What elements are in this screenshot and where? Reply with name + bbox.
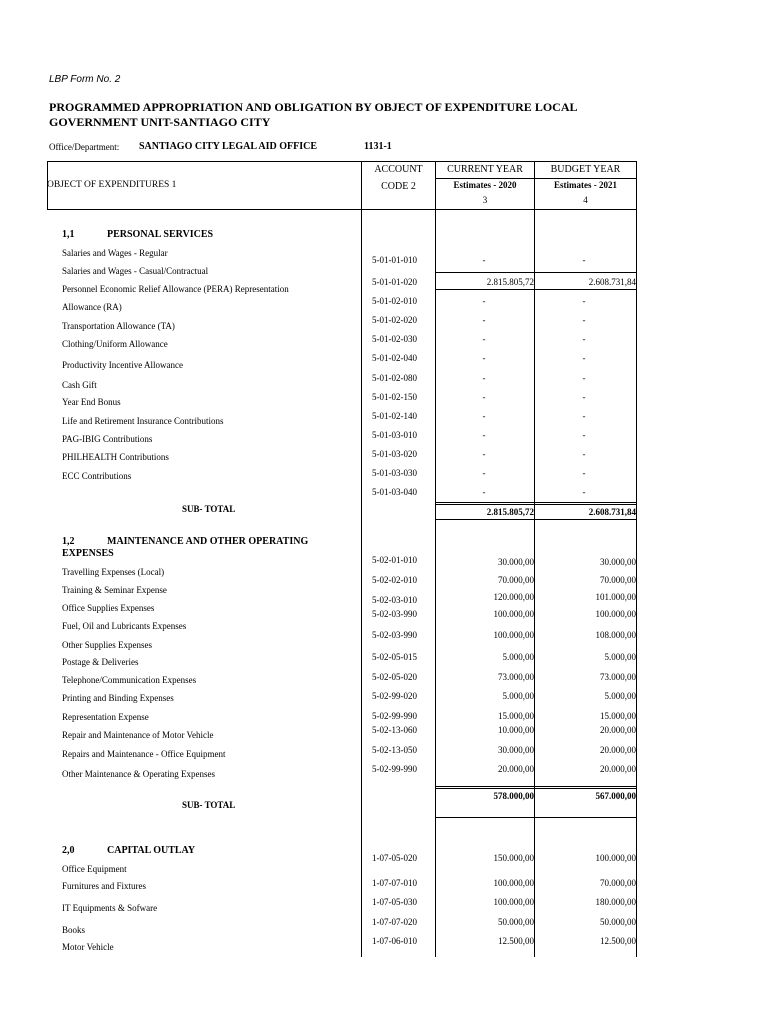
current-year-amount: - [482,468,486,478]
budget-year-amount: - [582,411,586,421]
header-object-of-expenditures: OBJECT OF EXPENDITURES 1 [47,180,177,190]
current-year-amount: 12.500,00 [498,936,534,946]
account-code: 5-02-99-990 [372,764,417,774]
subtotal-current-personal: 2.815.805,72 [486,507,534,517]
subtotal-budget-personal: 2.608.731,84 [588,507,636,517]
list-item: Other Maintenance & Operating Expenses [62,769,215,779]
list-item: Furnitures and Fixtures [62,881,146,891]
budget-year-amount: 108.000,00 [595,630,636,640]
budget-year-amount: 180.000,00 [595,897,636,907]
budget-year-amount: 100.000,00 [595,853,636,863]
account-code: 5-01-02-020 [372,315,417,325]
account-code: 5-01-02-030 [372,334,417,344]
current-year-amount: - [482,487,486,497]
budget-year-amount: - [582,449,586,459]
header-account: ACCOUNT [374,164,423,175]
list-item: Repair and Maintenance of Motor Vehicle [62,730,214,740]
form-number: LBP Form No. 2 [49,74,121,85]
account-code: 1-07-07-010 [372,878,417,888]
current-year-amount: 100.000,00 [493,878,534,888]
budget-year-amount: - [582,315,586,325]
current-year-amount: 15.000,00 [498,711,534,721]
account-code: 5-01-01-020 [372,277,417,287]
account-code: 5-02-03-990 [372,609,417,619]
account-code: 1-07-06-010 [372,936,417,946]
account-code: 5-02-03-010 [372,595,417,605]
office-name: SANTIAGO CITY LEGAL AID OFFICE [139,141,317,152]
section-title-mooe-line2: EXPENSES [62,548,114,559]
budget-year-amount: 5.000,00 [604,691,636,701]
header-budget-year: BUDGET YEAR [550,164,621,175]
list-item: Clothing/Uniform Allowance [62,339,168,349]
current-year-amount: 100.000,00 [493,609,534,619]
list-item: Repairs and Maintenance - Office Equipment [62,749,226,759]
budget-year-amount: 2.608.731,84 [588,277,636,287]
list-item: Office Supplies Expenses [62,603,155,613]
account-code: 5-02-13-060 [372,725,417,735]
current-year-amount: 10.000,00 [498,725,534,735]
list-item: Transportation Allowance (TA) [62,321,175,331]
section-title-capital: CAPITAL OUTLAY [107,845,196,856]
account-code: 5-01-03-030 [372,468,417,478]
current-year-amount: - [482,353,486,363]
current-year-amount: - [482,449,486,459]
current-year-amount: 5.000,00 [502,652,534,662]
office-label: Office/Department: [49,142,120,152]
list-item: Printing and Binding Expenses [62,693,174,703]
current-year-amount: - [482,296,486,306]
list-item: Fuel, Oil and Lubricants Expenses [62,621,187,631]
header-current-year: CURRENT YEAR [447,164,523,175]
current-year-amount: - [482,373,486,383]
office-code: 1131-1 [364,141,392,152]
budget-year-amount: - [582,468,586,478]
list-item: Cash Gift [62,380,97,390]
account-code: 5-01-02-080 [372,373,417,383]
list-item: Office Equipment [62,864,127,874]
list-item: Year End Bonus [62,397,121,407]
current-year-amount: 73.000,00 [498,672,534,682]
list-item: ECC Contributions [62,471,132,481]
budget-year-amount: 5.000,00 [604,652,636,662]
budget-year-amount: 73.000,00 [600,672,636,682]
current-year-amount: - [482,411,486,421]
account-code: 5-01-02-040 [372,353,417,363]
subtotal-budget-mooe: 567.000,00 [595,791,636,801]
current-year-amount: 20.000,00 [498,764,534,774]
subtotal-label-personal: SUB- TOTAL [182,504,236,514]
current-year-amount: 100.000,00 [493,630,534,640]
account-code: 5-01-02-150 [372,392,417,402]
account-code: 5-01-03-020 [372,449,417,459]
account-code: 5-02-05-020 [372,672,417,682]
section-title-personal: PERSONAL SERVICES [107,229,214,240]
current-year-amount: - [482,315,486,325]
budget-year-amount: - [582,487,586,497]
budget-year-amount: 30.000,00 [600,557,636,567]
budget-year-amount: - [582,353,586,363]
account-code: 1-07-07-020 [372,917,417,927]
budget-year-amount: - [582,392,586,402]
account-code: 5-02-99-020 [372,691,417,701]
list-item: PAG-IBIG Contributions [62,434,153,444]
account-code: 5-02-02-010 [372,575,417,585]
account-code: 5-01-02-010 [372,296,417,306]
section-title-mooe-line1: MAINTENANCE AND OTHER OPERATING [107,536,309,547]
list-item: Training & Seminar Expense [62,585,167,595]
account-code: 5-01-01-010 [372,255,417,265]
budget-year-amount: 50.000,00 [600,917,636,927]
current-year-amount: 5.000,00 [502,691,534,701]
current-year-amount: - [482,334,486,344]
section-number-personal: 1,1 [62,229,75,240]
budget-year-amount: 70.000,00 [600,878,636,888]
list-item: Other Supplies Expenses [62,640,152,650]
header-col3-number: 3 [482,195,488,205]
current-year-amount: 2.815.805,72 [486,277,534,287]
budget-year-amount: 20.000,00 [600,725,636,735]
list-item: Personnel Economic Relief Allowance (PERA) Representation [62,284,289,294]
list-item: Motor Vehicle [62,942,114,952]
budget-year-amount: - [582,430,586,440]
subtotal-label-mooe: SUB- TOTAL [182,800,236,810]
document-title: PROGRAMMED APPROPRIATION AND OBLIGATION BY OBJECT OF EXPENDITURE LOCAL GOVERNMENT UNIT-SANTIAGO CITY [49,100,577,129]
subtotal-current-mooe: 578.000,00 [493,791,534,801]
list-item: Salaries and Wages - Regular [62,248,168,258]
list-item: Productivity Incentive Allowance [62,360,183,370]
section-number-mooe: 1,2 [62,536,75,547]
budget-year-amount: 20.000,00 [600,745,636,755]
account-code: 5-02-05-015 [372,652,417,662]
account-code: 5-02-03-990 [372,630,417,640]
current-year-amount: - [482,392,486,402]
budget-year-amount: 20.000,00 [600,764,636,774]
section-number-capital: 2,0 [62,845,75,856]
list-item: Postage & Deliveries [62,657,139,667]
account-code: 5-02-13-050 [372,745,417,755]
header-code: CODE 2 [381,181,416,192]
list-item: Books [62,925,86,935]
budget-year-amount: - [582,334,586,344]
budget-year-amount: - [582,373,586,383]
budget-year-amount: 70.000,00 [600,575,636,585]
list-item: IT Equipments & Sofware [62,903,158,913]
account-code: 5-02-01-010 [372,555,417,565]
list-item: PHILHEALTH Contributions [62,452,169,462]
account-code: 5-01-03-040 [372,487,417,497]
list-item: Life and Retirement Insurance Contributions [62,416,224,426]
budget-year-amount: 12.500,00 [600,936,636,946]
account-code: 1-07-05-030 [372,897,417,907]
list-item: Travelling Expenses (Local) [62,567,165,577]
current-year-amount: - [482,430,486,440]
current-year-amount: - [482,255,486,265]
budget-year-amount: - [582,296,586,306]
budget-year-amount: 15.000,00 [600,711,636,721]
header-col4-number: 4 [583,195,588,205]
current-year-amount: 50.000,00 [498,917,534,927]
account-code: 5-01-02-140 [372,411,417,421]
header-budget-estimates: Estimates - 2021 [554,180,617,190]
budget-year-amount: 101.000,00 [595,592,636,602]
list-item: Salaries and Wages - Casual/Contractual [62,266,209,276]
budget-year-amount: 100.000,00 [595,609,636,619]
current-year-amount: 100.000,00 [493,897,534,907]
current-year-amount: 120.000,00 [493,592,534,602]
budget-year-amount: - [582,255,586,265]
header-current-estimates: Estimates - 2020 [453,180,517,190]
list-item: Allowance (RA) [62,302,122,312]
current-year-amount: 150.000,00 [493,853,534,863]
account-code: 1-07-05-020 [372,853,417,863]
list-item: Representation Expense [62,712,149,722]
current-year-amount: 30.000,00 [498,557,534,567]
account-code: 5-02-99-990 [372,711,417,721]
current-year-amount: 70.000,00 [498,575,534,585]
current-year-amount: 30.000,00 [498,745,534,755]
list-item: Telephone/Communication Expenses [62,675,197,685]
account-code: 5-01-03-010 [372,430,417,440]
